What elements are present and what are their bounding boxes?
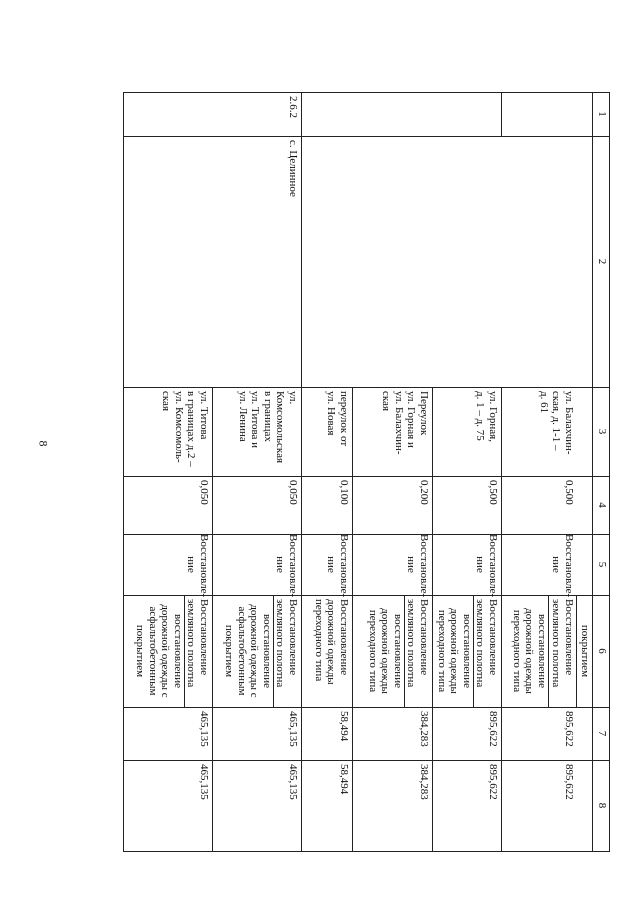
section-number: 2.6.2 (287, 96, 299, 118)
street-cell: ул. Комсомольская в границах ул. Титова и ул. Ленина (237, 391, 299, 464)
header-col-7: 7 (596, 730, 608, 737)
header-col-8: 8 (596, 802, 608, 809)
work-item: восстановление дорожной одежды переходного типа (436, 608, 473, 694)
header-col-6: 6 (596, 648, 608, 654)
street-cell: ул. Титова в границах д.2 – ул. Комсомоль- ская (160, 391, 210, 467)
street-cell: ул. Горная, д. 1 – д. 75 (474, 391, 499, 442)
cost-total-cell: 58,494 (338, 711, 350, 742)
header-col-4: 4 (596, 502, 608, 508)
work-item: Восстановление земляного полотна (185, 599, 210, 688)
work-item: восстановление дорожной одежды с асфальтобетонным покрытием (223, 604, 273, 698)
work-item: Восстановление дорожной одежды переходного типа (313, 599, 350, 685)
length-cell: 0,500 (487, 480, 499, 505)
cost-year-cell: 465,135 (287, 764, 299, 800)
col-divider-2-3 (124, 387, 593, 388)
work-type-cell: Восстановле- ние (550, 534, 575, 598)
work-type-cell: Восстановле- ние (185, 534, 210, 598)
cost-total-cell: 465,135 (198, 711, 210, 747)
street-cell: ул. Балахчин- ская, д. 1-1 – д. 61 (538, 391, 575, 455)
cost-year-cell: 384,283 (418, 764, 430, 800)
page-number: 8 (36, 440, 51, 447)
work-item: Восстановление земляного полотна (474, 599, 499, 688)
street-cell: переулок от ул. Новая (325, 391, 350, 447)
work-type-cell: Восстановле- ние (405, 534, 430, 598)
length-cell: 0,050 (287, 480, 299, 505)
work-item: восстановление дорожной одежды с асфальтобетонным покрытием (134, 604, 184, 698)
work-item: Восстановление земляного полотна (405, 599, 430, 688)
carry-over-text: покрытием (579, 624, 591, 678)
cost-year-cell: 465,135 (198, 764, 210, 800)
road-works-table (124, 92, 610, 852)
header-col-3: 3 (596, 428, 608, 435)
settlement-name: с. Целинное (287, 140, 299, 197)
cost-year-cell: 895,622 (487, 764, 499, 800)
cost-year-cell: 895,622 (563, 764, 575, 800)
work-item: Восстановление земляного полотна (274, 599, 299, 688)
work-type-cell: Восстановле- ние (274, 534, 299, 598)
length-cell: 0,050 (198, 480, 210, 505)
cost-year-cell: 58,494 (338, 764, 350, 795)
cost-total-cell: 895,622 (563, 711, 575, 747)
header-col-5: 5 (596, 561, 608, 568)
cost-total-cell: 384,283 (418, 711, 430, 747)
length-cell: 0,100 (338, 480, 350, 505)
header-col-2: 2 (596, 258, 608, 265)
cost-total-cell: 895,622 (487, 711, 499, 747)
work-item: восстановление дорожной одежды переходного типа (367, 608, 404, 694)
work-type-cell: Восстановле- ние (325, 534, 350, 598)
work-item: Восстановление земляного полотна (550, 599, 575, 688)
cost-total-cell: 465,135 (287, 711, 299, 747)
length-cell: 0,500 (563, 480, 575, 505)
work-item: восстановление дорожной одежды переходного типа (511, 608, 548, 694)
header-col-1: 1 (596, 111, 608, 117)
street-cell: Переулок ул. Горная и ул. Балахчин- ская (380, 391, 430, 455)
work-type-cell: Восстановле- ние (474, 534, 499, 598)
length-cell: 0,200 (418, 480, 430, 505)
